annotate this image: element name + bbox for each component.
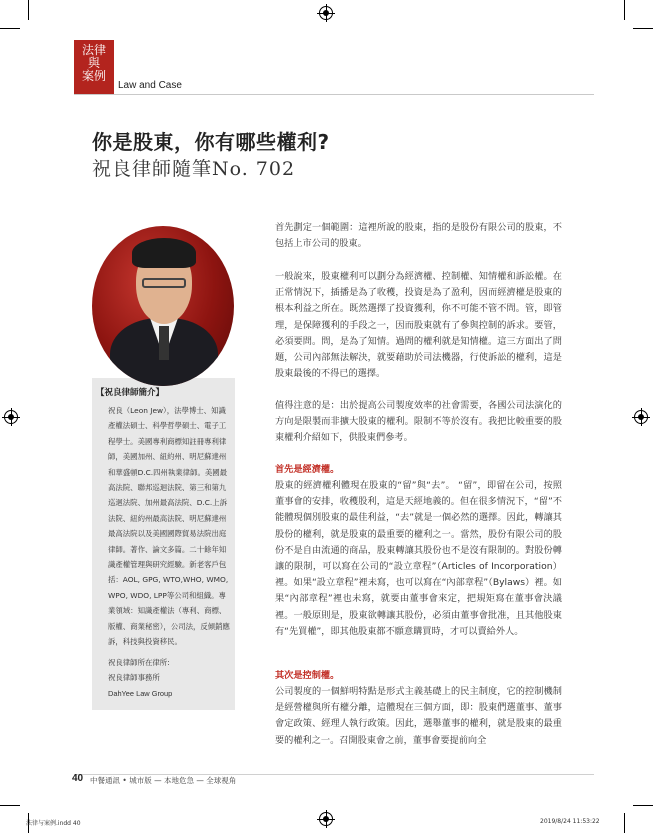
body-paragraph: 首先劃定一個範圍：這裡所說的股東，指的是股份有限公司的股東，不包括上市公司的股東。 xyxy=(275,222,562,250)
body-paragraph: 一般說來，股東權利可以劃分為經濟權、控制權、知情權和訴訟權。在正常情況下，插播是為了收穫，投資是為了盈利，因而經濟權是股東的根本利益之所在。既然選擇了投資獲利，你不可能不管不問。管，即管理，是保障獲利的手段之一，因而股東就有了參與控制的訴求。要管，必須要問。問，是為了知情。過問的權利就是知情權。這三方面出了問題，公司內部無法解決，就要藉助於司法機器，行使訴訟的權利，這是股東最後的不得已的選擇。 xyxy=(275,271,562,380)
author-bio: 祝良（Leon Jew），法學博士、知識產權法碩士、科學哲學碩士、電子工程學士。美國專利商標知註冊專利律師，美國加州、紐約州、明尼蘇達州和華盛頓D.C.四州執業律師。美國最高法院、聯邦巡迴法院、第三和第九巡迴法院、加州最高法院、D.C.上訴法院、紐約州最高法院、明尼蘇達州最高法院以及美國國際貿易法院出庭律師。著作、論文多篇。二十餘年知識產權管理與研究經驗。新老客戶包括：AOL, GPG, WTO,WHO, WMO, WPO, WDO, LPP等公司和組織。專業領域：知識產權法（專利、商標、版權、商業秘密），公司法，反傾銷應訴，科技與投資移民。 xyxy=(108,406,230,647)
body-paragraph: 股東的經濟權利體現在股東的“留”與“去”。 “留”，即留在公司，按照董事會的安排，收穫股利，這是天經地義的。但在很多情況下，“留”不能體現個別股東的最佳利益，“去”就是一個必然的選擇。因此，轉讓其股份的權利，就是股東的最重要的權利之一。當然，股份有限公司的股份不是自由流通的商品，股東轉讓其股份也不是沒有限制的。對股份轉讓的限制，可以寫在公司的“設立章程”（Articles of Incorporation）裡。如果“設立章程”裡未寫，也可以寫在“內部章程”（Bylaws）裡。如果“內部章程”裡也未寫，就要由董事會來定，把規矩寫在董事會決議裡。一般原則是，股東欲轉讓其股份，必須由董事會批准，且其他股東有“先買權”，即其他股東都不願意購買時，才可以賣給外人。 xyxy=(275,480,562,637)
body-paragraph: 公司製度的一個鮮明特點是形式主義基礎上的民主制度，它的控制機制是經營權與所有權分離，這體現在三個方面，即：股東們選董事、董事會定政策、經理人執行政策。因此，選舉董事的權利，就是股東的最重要的權利之一。召開股東會之前，董事會要提前向全 xyxy=(275,686,562,746)
office-name-en: DahYee Law Group xyxy=(108,688,173,698)
office-name-zh: 祝良律師事務所 xyxy=(108,673,160,683)
header-divider xyxy=(74,94,594,95)
section-tag-english: Law and Case xyxy=(118,80,182,91)
footer-text: 中餐通訊 • 城市版 — 本地危急 — 全球視角 xyxy=(90,776,237,785)
section-tag xyxy=(74,40,114,94)
registration-mark-icon xyxy=(319,812,333,826)
crop-mark xyxy=(624,0,625,20)
section-tag-line3: 案例 xyxy=(81,69,106,83)
section-tag-line1: 法律 xyxy=(81,43,106,57)
crop-mark xyxy=(0,805,20,806)
section-heading: 首先是經濟權。 xyxy=(275,464,340,475)
section-heading: 其次是控制權。 xyxy=(275,670,340,681)
crop-mark xyxy=(633,805,653,806)
author-bio-heading: 【祝良律師簡介】 xyxy=(96,388,165,398)
registration-mark-icon xyxy=(319,6,333,20)
registration-mark-icon xyxy=(634,410,648,424)
print-slug-date: 2019/8/24 11:53:22 xyxy=(540,818,600,825)
page-number: 40 xyxy=(72,773,84,784)
body-paragraph: 值得注意的是：出於提高公司製度效率的社會需要，各國公司法演化的方向是限製而非擴大股東的權利。限制不等於沒有。我把比較重要的股東權利介紹如下，供股東們參考。 xyxy=(275,400,562,444)
registration-mark-icon xyxy=(4,410,18,424)
article-subtitle: 祝良律師隨筆No. 702 xyxy=(92,158,296,180)
crop-mark xyxy=(633,28,653,29)
office-label: 祝良律師所在律所: xyxy=(108,658,170,667)
author-photo xyxy=(92,226,234,386)
crop-mark xyxy=(624,813,625,833)
print-slug-file: 法律与案例.indd 40 xyxy=(26,820,81,827)
section-tag-line2: 與 xyxy=(87,56,100,70)
article-title: 你是股東，你有哪些權利? xyxy=(92,130,330,154)
crop-mark xyxy=(28,0,29,20)
author-office xyxy=(108,655,230,701)
crop-mark xyxy=(0,28,20,29)
